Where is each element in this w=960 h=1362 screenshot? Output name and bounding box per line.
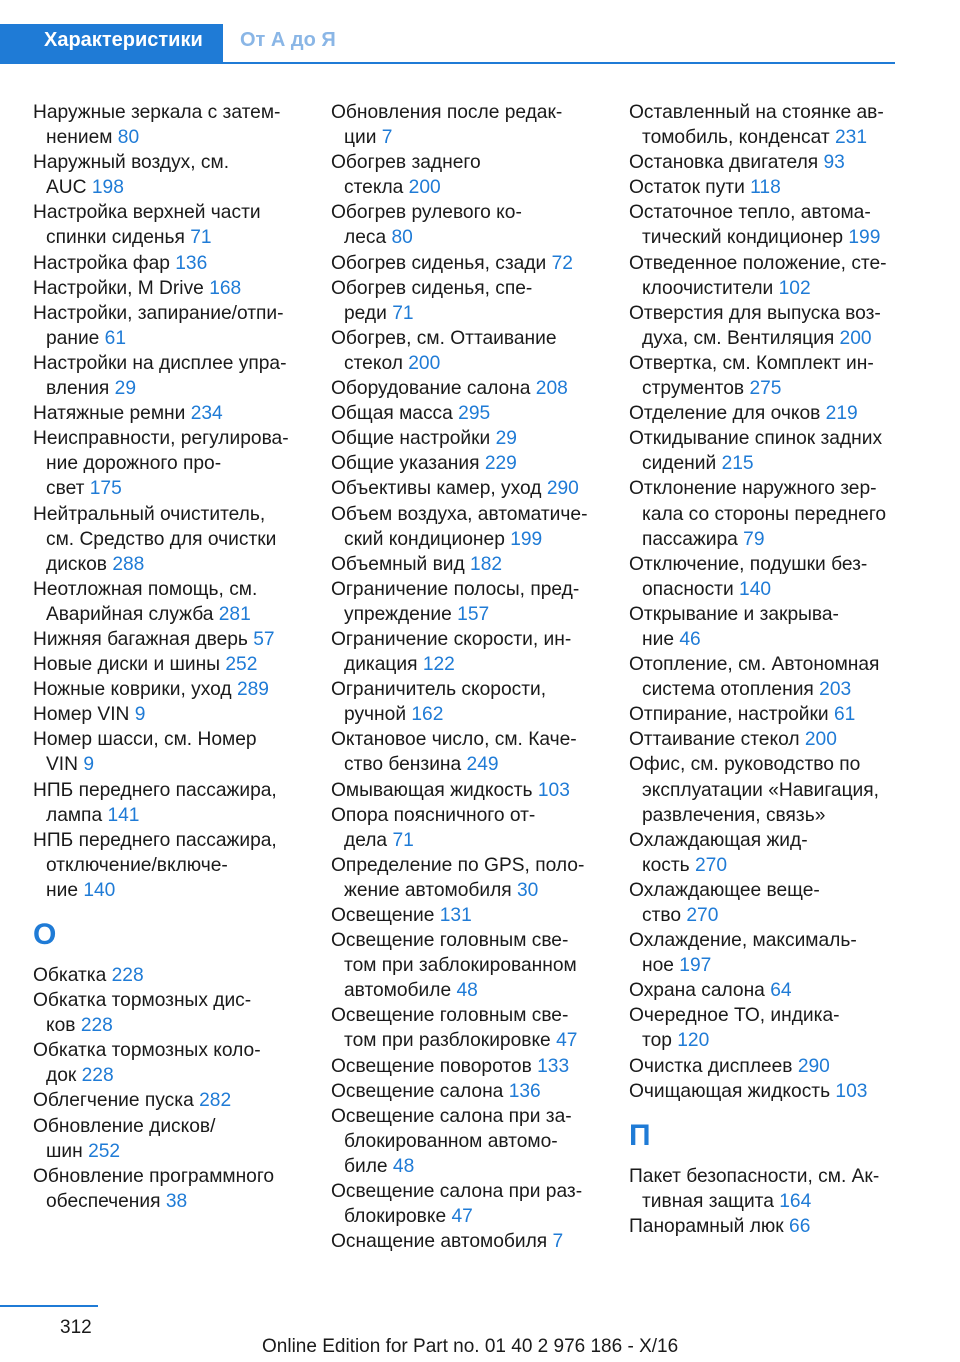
- page-reference-link[interactable]: 47: [556, 1030, 578, 1052]
- index-entry-text: Пакет безопасности, см. Ак-: [629, 1165, 880, 1187]
- index-column-3: [629, 100, 929, 1239]
- index-entry-text: Ограничитель скорости,: [331, 679, 547, 701]
- index-entry: [33, 301, 333, 351]
- index-entry-text: Освещение салона: [331, 1080, 504, 1102]
- page-reference-link[interactable]: 140: [83, 879, 116, 901]
- index-entry-text: Омывающая жидкость: [331, 779, 533, 801]
- index-entry: [331, 1104, 631, 1179]
- index-entry-text: Освещение головным све-: [331, 930, 569, 952]
- index-entry-text: ние: [642, 628, 674, 650]
- index-entry-text: система отопления: [642, 679, 814, 701]
- index-entry-text: Отвертка, см. Комплект ин-: [629, 352, 874, 374]
- page-reference-link[interactable]: 288: [112, 553, 145, 575]
- index-entry-text: Остаточное тепло, автома-: [629, 202, 871, 224]
- page-reference-link[interactable]: 57: [253, 628, 275, 650]
- page-reference-link[interactable]: 200: [408, 177, 441, 199]
- index-entry-text: Открывание и закрыва-: [629, 603, 839, 625]
- page-reference-link[interactable]: 136: [508, 1080, 541, 1102]
- page-reference-link[interactable]: 136: [175, 252, 208, 274]
- index-entry-text: см. Средство для очистки: [46, 528, 277, 550]
- page-reference-link[interactable]: 66: [789, 1215, 811, 1237]
- index-entry: [33, 652, 333, 677]
- index-entry-text: Обновление дисков/: [33, 1115, 216, 1137]
- index-entry-text: Оттаивание стекол: [629, 729, 800, 751]
- index-entry-text: Освещение салона при раз-: [331, 1181, 583, 1203]
- index-entry-text: Обновление программного: [33, 1165, 275, 1187]
- index-entry: [629, 652, 929, 702]
- index-entry: [331, 853, 631, 903]
- index-entry-text: Общие указания: [331, 453, 480, 475]
- index-entry: [33, 251, 333, 276]
- index-entry-text: блокированном автомо-: [344, 1130, 558, 1152]
- index-entry: [629, 401, 929, 426]
- page-reference-link[interactable]: 80: [391, 227, 413, 249]
- index-entry-text: отключение/включе-: [46, 854, 228, 876]
- index-entry-text: Оснащение автомобиля: [331, 1231, 548, 1253]
- index-entry: [331, 903, 631, 928]
- index-entry-text: клоочистители: [642, 277, 774, 299]
- index-entry: [33, 1038, 333, 1088]
- page-reference-link[interactable]: 122: [422, 654, 455, 676]
- index-entry-text: развлечения, связь»: [642, 804, 826, 826]
- index-entry-text: Обновления после редак-: [331, 102, 563, 123]
- page-reference-link[interactable]: 93: [823, 152, 845, 174]
- page-reference-link[interactable]: 200: [839, 327, 872, 349]
- index-entry: [33, 828, 333, 903]
- index-entry: [33, 276, 333, 301]
- index-entry: [629, 702, 929, 727]
- index-entry: [331, 251, 631, 276]
- index-entry: [629, 301, 929, 351]
- index-entry: [331, 727, 631, 777]
- index-entry: [33, 627, 333, 652]
- index-entry: [629, 552, 929, 602]
- index-entry-text: Панорамный люк: [629, 1215, 784, 1237]
- index-entry: [629, 251, 929, 301]
- index-entry-text: тор: [642, 1030, 672, 1052]
- index-entry: [331, 1003, 631, 1053]
- index-entry-text: AUC: [46, 177, 87, 199]
- index-entry: [331, 476, 631, 501]
- index-entry: [33, 702, 333, 727]
- index-entry-text: Ножные коврики, уход: [33, 679, 232, 701]
- index-entry-text: Охрана салона: [629, 980, 765, 1002]
- index-entry: [33, 150, 333, 200]
- page-reference-link[interactable]: 208: [535, 378, 568, 400]
- page-reference-link[interactable]: 61: [104, 327, 127, 349]
- page-reference-link[interactable]: 228: [81, 1065, 114, 1087]
- page-reference-link[interactable]: 48: [456, 980, 478, 1002]
- page-reference-link[interactable]: 72: [551, 252, 573, 274]
- index-entry: [33, 727, 333, 777]
- index-entry-text: Отклонение наружного зер-: [629, 478, 877, 500]
- page-reference-link[interactable]: 175: [89, 478, 122, 500]
- index-entry: [33, 502, 333, 577]
- index-entry-text: Отопление, см. Автономная: [629, 654, 880, 676]
- index-entry-text: Обогрев сиденья, сзади: [331, 252, 547, 274]
- index-entry-text: Ограничение скорости, ин-: [331, 628, 572, 650]
- index-entry: [629, 1003, 929, 1053]
- index-entry: [629, 602, 929, 652]
- page-reference-link[interactable]: 215: [721, 453, 754, 475]
- index-entry-text: Очередное ТО, индика-: [629, 1005, 840, 1027]
- page-reference-link[interactable]: 290: [797, 1055, 830, 1077]
- index-entry: [629, 1079, 929, 1104]
- index-entry-text: Остаток пути: [629, 177, 745, 199]
- index-entry: [331, 1229, 631, 1254]
- page-reference-link[interactable]: 295: [458, 403, 491, 425]
- index-entry-text: тический кондиционер: [642, 227, 844, 249]
- page-reference-link[interactable]: 157: [457, 603, 490, 625]
- index-entry: [33, 963, 333, 988]
- index-entry: [33, 351, 333, 401]
- footer-divider: [0, 1305, 98, 1307]
- page-reference-link[interactable]: 197: [679, 955, 712, 977]
- page-reference-link[interactable]: 103: [537, 779, 570, 801]
- index-entry-text: шин: [46, 1140, 83, 1162]
- index-entry-text: вления: [46, 378, 110, 400]
- page-reference-link[interactable]: 281: [218, 603, 251, 625]
- index-entry: [331, 627, 631, 677]
- index-entry-text: Общая масса: [331, 403, 453, 425]
- index-entry: [629, 476, 929, 551]
- index-entry-text: опасности: [642, 578, 734, 600]
- index-entry: [629, 200, 929, 250]
- index-entry-text: VIN: [46, 754, 78, 776]
- index-entry: [331, 677, 631, 727]
- index-entry-text: ние: [46, 879, 78, 901]
- index-entry-text: Очистка дисплеев: [629, 1055, 793, 1077]
- index-entry-text: духа, см. Вентиляция: [642, 327, 835, 349]
- page-reference-link[interactable]: 102: [778, 277, 811, 299]
- index-entry-text: Отключение, подушки без-: [629, 553, 868, 575]
- index-entry-text: Наружные зеркала с затем-: [33, 102, 281, 123]
- page-reference-link[interactable]: 228: [111, 965, 144, 986]
- page-reference-link[interactable]: 118: [750, 177, 781, 199]
- index-entry-text: Оставленный на стоянке ав-: [629, 102, 884, 123]
- index-entry: [33, 778, 333, 828]
- index-entry-text: Отведенное положение, сте-: [629, 252, 887, 274]
- index-entry-text: лампа: [46, 804, 103, 826]
- index-entry: [33, 988, 333, 1038]
- index-entry-text: Настройки, запирание/отпи-: [33, 302, 284, 324]
- page-reference-link[interactable]: 270: [686, 905, 719, 926]
- index-entry-text: эксплуатации «Навигация,: [642, 779, 879, 801]
- index-entry-text: том при разблокировке: [344, 1030, 551, 1052]
- page-reference-link[interactable]: 275: [749, 378, 782, 400]
- index-entry: [629, 1214, 929, 1239]
- index-entry-text: рание: [46, 327, 100, 349]
- index-column-2: [331, 100, 631, 1254]
- index-entry: [33, 100, 333, 150]
- page-reference-link[interactable]: 29: [495, 428, 517, 450]
- index-entry-text: Объемный вид: [331, 553, 465, 575]
- index-entry-text: Номер шасси, см. Номер: [33, 729, 257, 751]
- index-entry-text: док: [46, 1065, 77, 1087]
- page-reference-link[interactable]: 162: [411, 704, 444, 726]
- index-entry: [331, 552, 631, 577]
- page-reference-link[interactable]: 131: [439, 905, 472, 926]
- page-reference-link[interactable]: 164: [779, 1190, 812, 1212]
- index-entry-text: ство бензина: [344, 754, 462, 776]
- index-entry-text: Оборудование салона: [331, 378, 531, 400]
- index-entry-text: кала со стороны переднего: [642, 503, 887, 525]
- index-entry-text: Объективы камер, уход: [331, 478, 542, 500]
- index-entry: [331, 502, 631, 552]
- index-entry-text: Неотложная помощь, см.: [33, 578, 258, 600]
- page-reference-link[interactable]: 29: [114, 378, 137, 400]
- page-reference-link[interactable]: 229: [484, 453, 517, 475]
- index-entry-text: жение автомобиля: [344, 879, 512, 901]
- index-entry-text: ции: [344, 127, 377, 149]
- index-entry-text: ние дорожного про-: [46, 453, 222, 475]
- page-reference-link[interactable]: 289: [236, 679, 269, 701]
- index-entry-text: Обогрев рулевого ко-: [331, 202, 522, 224]
- page-reference-link[interactable]: 79: [743, 528, 765, 550]
- index-entry-text: спинки сиденья: [46, 227, 185, 249]
- index-entry-text: Настройка верхней части: [33, 202, 261, 224]
- index-entry-text: Номер VIN: [33, 704, 130, 726]
- page-reference-link[interactable]: 103: [835, 1080, 868, 1102]
- index-entry: [629, 175, 929, 200]
- page-reference-link[interactable]: 7: [552, 1231, 564, 1253]
- index-entry-text: Обогрев, см. Оттаивание: [331, 327, 557, 349]
- index-entry-text: Неисправности, регулирова-: [33, 428, 289, 450]
- index-entry-text: автомобиле: [344, 980, 452, 1002]
- index-entry-text: том при заблокированном: [344, 955, 577, 977]
- index-entry: [331, 1179, 631, 1229]
- page-reference-link[interactable]: 9: [134, 704, 146, 726]
- page-reference-link[interactable]: 141: [107, 804, 140, 826]
- index-entry-text: Отделение для очков: [629, 403, 821, 425]
- index-entry: [629, 1164, 929, 1214]
- index-entry: [33, 426, 333, 501]
- index-entry-text: упреждение: [344, 603, 452, 625]
- page-reference-link[interactable]: 30: [517, 879, 539, 901]
- index-entry: [33, 1088, 333, 1113]
- index-entry-text: Очищающая жидкость: [629, 1080, 831, 1102]
- index-entry-text: Освещение: [331, 905, 435, 926]
- index-entry-text: дикация: [344, 654, 418, 676]
- index-entry: [331, 200, 631, 250]
- page-reference-link[interactable]: 234: [190, 403, 223, 425]
- index-entry-text: стекла: [344, 177, 404, 199]
- index-entry-text: Определение по GPS, поло-: [331, 854, 585, 876]
- tab-a-to-z[interactable]: От А до Я: [240, 29, 336, 51]
- index-entry-text: Нейтральный очиститель,: [33, 503, 266, 525]
- index-entry: [331, 1054, 631, 1079]
- page-reference-link[interactable]: 133: [537, 1055, 570, 1077]
- index-entry: [331, 803, 631, 853]
- page-reference-link[interactable]: 199: [848, 227, 881, 249]
- page-reference-link[interactable]: 200: [408, 352, 441, 374]
- page-reference-link[interactable]: 46: [679, 628, 701, 650]
- index-entry: [331, 376, 631, 401]
- page-reference-link[interactable]: 7: [381, 127, 393, 149]
- page-reference-link[interactable]: 80: [117, 127, 140, 149]
- index-entry: [629, 150, 929, 175]
- index-entry: [629, 351, 929, 401]
- index-entry: [331, 100, 631, 150]
- page-reference-link[interactable]: 71: [392, 302, 414, 324]
- index-entry: [33, 677, 333, 702]
- index-entry: [629, 752, 929, 827]
- index-entry-text: Обкатка тормозных коло-: [33, 1040, 261, 1062]
- page-reference-link[interactable]: 182: [470, 553, 503, 575]
- index-entry-text: Настройка фар: [33, 252, 170, 274]
- index-entry: [629, 978, 929, 1003]
- page-reference-link[interactable]: 219: [825, 403, 858, 425]
- page-reference-link[interactable]: 270: [695, 854, 728, 876]
- index-entry-text: Нижняя багажная дверь: [33, 628, 248, 650]
- page-reference-link[interactable]: 9: [83, 754, 95, 776]
- index-entry-text: Остановка двигателя: [629, 152, 819, 174]
- index-entry: [331, 276, 631, 326]
- index-entry-text: НПБ переднего пассажира,: [33, 779, 277, 801]
- index-entry-text: ручной: [344, 704, 407, 726]
- index-entry-text: Натяжные ремни: [33, 403, 186, 425]
- index-entry: [629, 1054, 929, 1079]
- index-entry-text: Объем воздуха, автоматиче-: [331, 503, 588, 525]
- page-reference-link[interactable]: 290: [546, 478, 579, 500]
- index-entry-text: НПБ переднего пассажира,: [33, 829, 277, 851]
- index-entry: [331, 778, 631, 803]
- index-section-letter: П: [629, 1118, 651, 1152]
- index-entry-text: Облегчение пуска: [33, 1090, 194, 1112]
- index-entry: [33, 577, 333, 627]
- header-divider: [0, 62, 895, 64]
- index-entry: [629, 878, 929, 928]
- index-entry: [33, 200, 333, 250]
- page-reference-link[interactable]: 61: [833, 704, 856, 726]
- index-entry-text: Освещение поворотов: [331, 1055, 532, 1077]
- index-entry: [331, 326, 631, 376]
- page-reference-link[interactable]: 64: [770, 980, 792, 1002]
- index-entry: [331, 577, 631, 627]
- page-reference-link[interactable]: 231: [834, 127, 867, 149]
- page-reference-link[interactable]: 71: [392, 829, 414, 851]
- page-reference-link[interactable]: 140: [739, 578, 772, 600]
- index-entry-text: ное: [642, 955, 674, 977]
- page-reference-link[interactable]: 71: [190, 227, 212, 249]
- index-entry-text: Настройки, M Drive: [33, 277, 204, 299]
- index-entry-text: стекол: [344, 352, 403, 374]
- index-entry-text: Октановое число, см. Каче-: [331, 729, 577, 751]
- index-entry-text: ский кондиционер: [344, 528, 505, 550]
- index-entry-text: блокировке: [344, 1206, 447, 1228]
- page-reference-link[interactable]: 252: [225, 654, 258, 676]
- index-entry: [331, 928, 631, 1003]
- index-entry-text: Настройки на дисплее упра-: [33, 352, 287, 374]
- index-entry: [629, 727, 929, 752]
- page-reference-link[interactable]: 168: [209, 277, 242, 299]
- index-entry-text: Обогрев сиденья, спе-: [331, 277, 533, 299]
- page-reference-link[interactable]: 120: [677, 1030, 710, 1052]
- index-entry: [331, 150, 631, 200]
- index-entry-text: Освещение головным све-: [331, 1005, 569, 1027]
- index-section-letter: О: [33, 918, 57, 951]
- index-entry-text: дела: [344, 829, 388, 851]
- index-entry-text: Наружный воздух, см.: [33, 152, 230, 174]
- index-entry-text: Обогрев заднего: [331, 152, 481, 174]
- page-reference-link[interactable]: 38: [165, 1190, 188, 1212]
- index-entry-text: кость: [642, 854, 690, 876]
- index-entry: [331, 1079, 631, 1104]
- index-entry-text: дисков: [46, 553, 107, 575]
- page-header: [0, 0, 960, 64]
- index-entry-text: леса: [344, 227, 387, 249]
- index-entry-text: Откидывание спинок задних: [629, 428, 883, 450]
- index-entry: [331, 426, 631, 451]
- index-entry-text: биле: [344, 1155, 388, 1177]
- index-entry-text: Новые диски и шины: [33, 654, 221, 676]
- index-entry: [629, 928, 929, 978]
- tab-characteristics-label: Характеристики: [44, 29, 203, 51]
- page-reference-link[interactable]: 200: [804, 729, 837, 751]
- index-entry-text: тивная защита: [642, 1190, 774, 1212]
- page-reference-link[interactable]: 199: [510, 528, 543, 550]
- index-entry-text: Отверстия для выпуска воз-: [629, 302, 881, 324]
- index-entry: [331, 451, 631, 476]
- page-reference-link[interactable]: 203: [819, 679, 852, 701]
- index-entry-text: Отпирание, настройки: [629, 704, 829, 726]
- index-entry-text: Охлаждение, максималь-: [629, 930, 857, 952]
- index-entry-text: сидений: [642, 453, 717, 475]
- index-entry-text: Аварийная служба: [46, 603, 214, 625]
- edition-note: Online Edition for Part no. 01 40 2 976 186 - X/16: [262, 1336, 679, 1357]
- index-column-1: [33, 100, 333, 1214]
- index-entry-text: Охлаждающее веще-: [629, 879, 820, 901]
- page-reference-link[interactable]: 249: [466, 754, 499, 776]
- index-entry-text: томобиль, конденсат: [642, 127, 830, 149]
- index-entry-text: ков: [46, 1015, 76, 1037]
- page-number: 312: [60, 1317, 92, 1338]
- index-entry-text: реди: [344, 302, 387, 324]
- index-entry-text: обеспечения: [46, 1190, 161, 1212]
- index-entry: [629, 426, 929, 476]
- index-entry-text: Опора поясничного от-: [331, 804, 536, 826]
- page-reference-link[interactable]: 198: [91, 177, 124, 199]
- index-entry-text: Общие настройки: [331, 428, 491, 450]
- index-entry-text: Офис, см. руководство по: [629, 754, 861, 776]
- index-entry-text: струментов: [642, 378, 745, 400]
- index-entry-text: ство: [642, 905, 682, 926]
- index-entry-text: Освещение салона при за-: [331, 1105, 572, 1127]
- index-entry: [331, 401, 631, 426]
- page-reference-link[interactable]: 47: [451, 1206, 473, 1228]
- index-entry: [629, 828, 929, 878]
- index-entry-text: Охлаждающая жид-: [629, 829, 808, 851]
- index-entry-text: Ограничение полосы, пред-: [331, 578, 580, 600]
- index-entry-text: Обкатка: [33, 965, 107, 986]
- index-entry-text: свет: [46, 478, 85, 500]
- index-entry: [33, 1164, 333, 1214]
- index-entry-text: нением: [46, 127, 113, 149]
- index-entry-text: Обкатка тормозных дис-: [33, 990, 252, 1012]
- tab-characteristics[interactable]: [0, 24, 223, 62]
- index-entry: [33, 1114, 333, 1164]
- page-reference-link[interactable]: 228: [80, 1015, 113, 1037]
- index-entry: [629, 100, 929, 150]
- index-entry-text: пассажира: [642, 528, 738, 550]
- page-reference-link[interactable]: 252: [88, 1140, 121, 1162]
- page-reference-link[interactable]: 282: [199, 1090, 232, 1112]
- index-entry: [33, 401, 333, 426]
- page-reference-link[interactable]: 48: [392, 1155, 415, 1177]
